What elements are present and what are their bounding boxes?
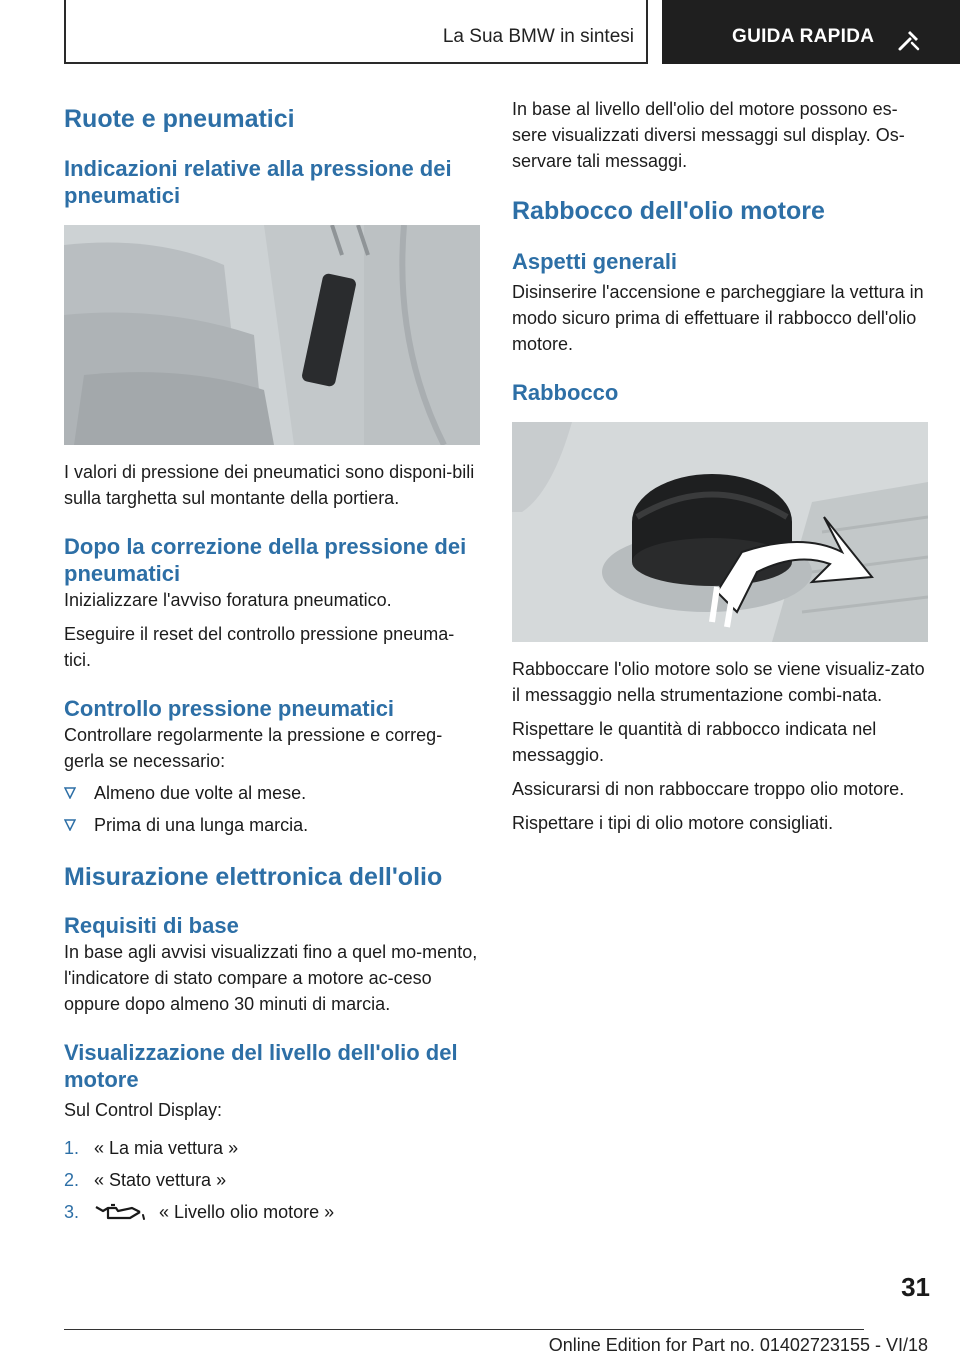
heading-misurazione: Misurazione elettronica dell'olio xyxy=(64,863,443,891)
text-disinserire: Disinserire l'accensione e parcheggiare la vettura in modo sicuro prima di effettuare il rabbocco dell'olio motore. xyxy=(512,282,924,354)
list-item-text: Almeno due volte al mese. xyxy=(94,783,307,803)
header-tab-label: GUIDA RAPIDA xyxy=(732,26,875,47)
triangle-bullet-icon xyxy=(64,787,76,799)
heading-dopo: Dopo la correzione della pressione dei pneumatici xyxy=(64,534,467,586)
heading-rabbocco: Rabbocco xyxy=(512,380,619,405)
door-pillar-image xyxy=(64,225,480,445)
list-item xyxy=(64,812,480,838)
right-column xyxy=(512,96,930,836)
oil-can-icon xyxy=(94,1202,146,1222)
text-rabboccare: Rabboccare l'olio motore solo se viene visualiz-zato il messaggio nella strumentazione combi-nata. xyxy=(512,659,925,705)
heading-indicazioni: Indicazioni relative alla pressione dei pneumatici xyxy=(64,156,452,208)
step-number: 2. xyxy=(64,1170,80,1190)
heading-ruote: Ruote e pneumatici xyxy=(64,105,295,133)
list-item xyxy=(64,1167,480,1193)
list-item xyxy=(64,1135,480,1161)
footer-divider xyxy=(64,1329,864,1330)
page-number: 31 xyxy=(901,1272,930,1302)
heading-visualizzazione: Visualizzazione del livello dell'olio del motore xyxy=(64,1040,458,1092)
list-item-text: Prima di una lunga marcia. xyxy=(94,815,309,835)
text-rispettare-quantita: Rispettare le quantità di rabbocco indicata nel messaggio. xyxy=(512,719,877,765)
heading-controllo: Controllo pressione pneumatici xyxy=(64,696,395,721)
text-inizializzare: Inizializzare l'avviso foratura pneumatico. xyxy=(64,590,392,610)
left-column xyxy=(64,96,480,1225)
heading-rabbocco-olio: Rabbocco dell'olio motore xyxy=(512,197,825,225)
text-valori: I valori di pressione dei pneumatici sono disponi-bili sulla targhetta sul montante della portiera. xyxy=(64,462,475,508)
step-text: « La mia vettura » xyxy=(94,1138,239,1158)
heading-aspetti: Aspetti generali xyxy=(512,249,678,274)
header-section-title: La Sua BMW in sintesi xyxy=(442,26,634,47)
list-item xyxy=(64,780,480,806)
step-text: « Livello olio motore » xyxy=(159,1202,335,1222)
text-eseguire: Eseguire il reset del controllo pressione pneuma-tici. xyxy=(64,624,455,670)
text-inbase-livello: In base al livello dell'olio del motore possono es-sere visualizzati diversi messaggi sul display. Os-servare tali messaggi. xyxy=(512,99,905,171)
text-inbase-avvisi: In base agli avvisi visualizzati fino a quel mo-mento, l'indicatore di stato compare a motore ac-ceso oppure dopo almeno 30 minuti di marcia. xyxy=(64,942,478,1014)
step-number: 3. xyxy=(64,1202,80,1222)
heading-requisiti: Requisiti di base xyxy=(64,913,239,938)
tools-icon xyxy=(897,28,921,52)
text-rispettare-tipi: Rispettare i tipi di olio motore consigliati. xyxy=(512,813,834,833)
text-assicurarsi: Assicurarsi di non rabboccare troppo olio motore. xyxy=(512,779,905,799)
text-sul-control-display: Sul Control Display: xyxy=(64,1100,223,1120)
list-item xyxy=(64,1199,480,1225)
oil-cap-image xyxy=(512,422,928,642)
triangle-bullet-icon xyxy=(64,819,76,831)
footer-edition: Online Edition for Part no. 01402723155 - VI/18 xyxy=(548,1335,928,1355)
step-number: 1. xyxy=(64,1138,80,1158)
text-controllare: Controllare regolarmente la pressione e correg-gerla se necessario: xyxy=(64,725,443,771)
step-text: « Stato vettura » xyxy=(94,1170,227,1190)
